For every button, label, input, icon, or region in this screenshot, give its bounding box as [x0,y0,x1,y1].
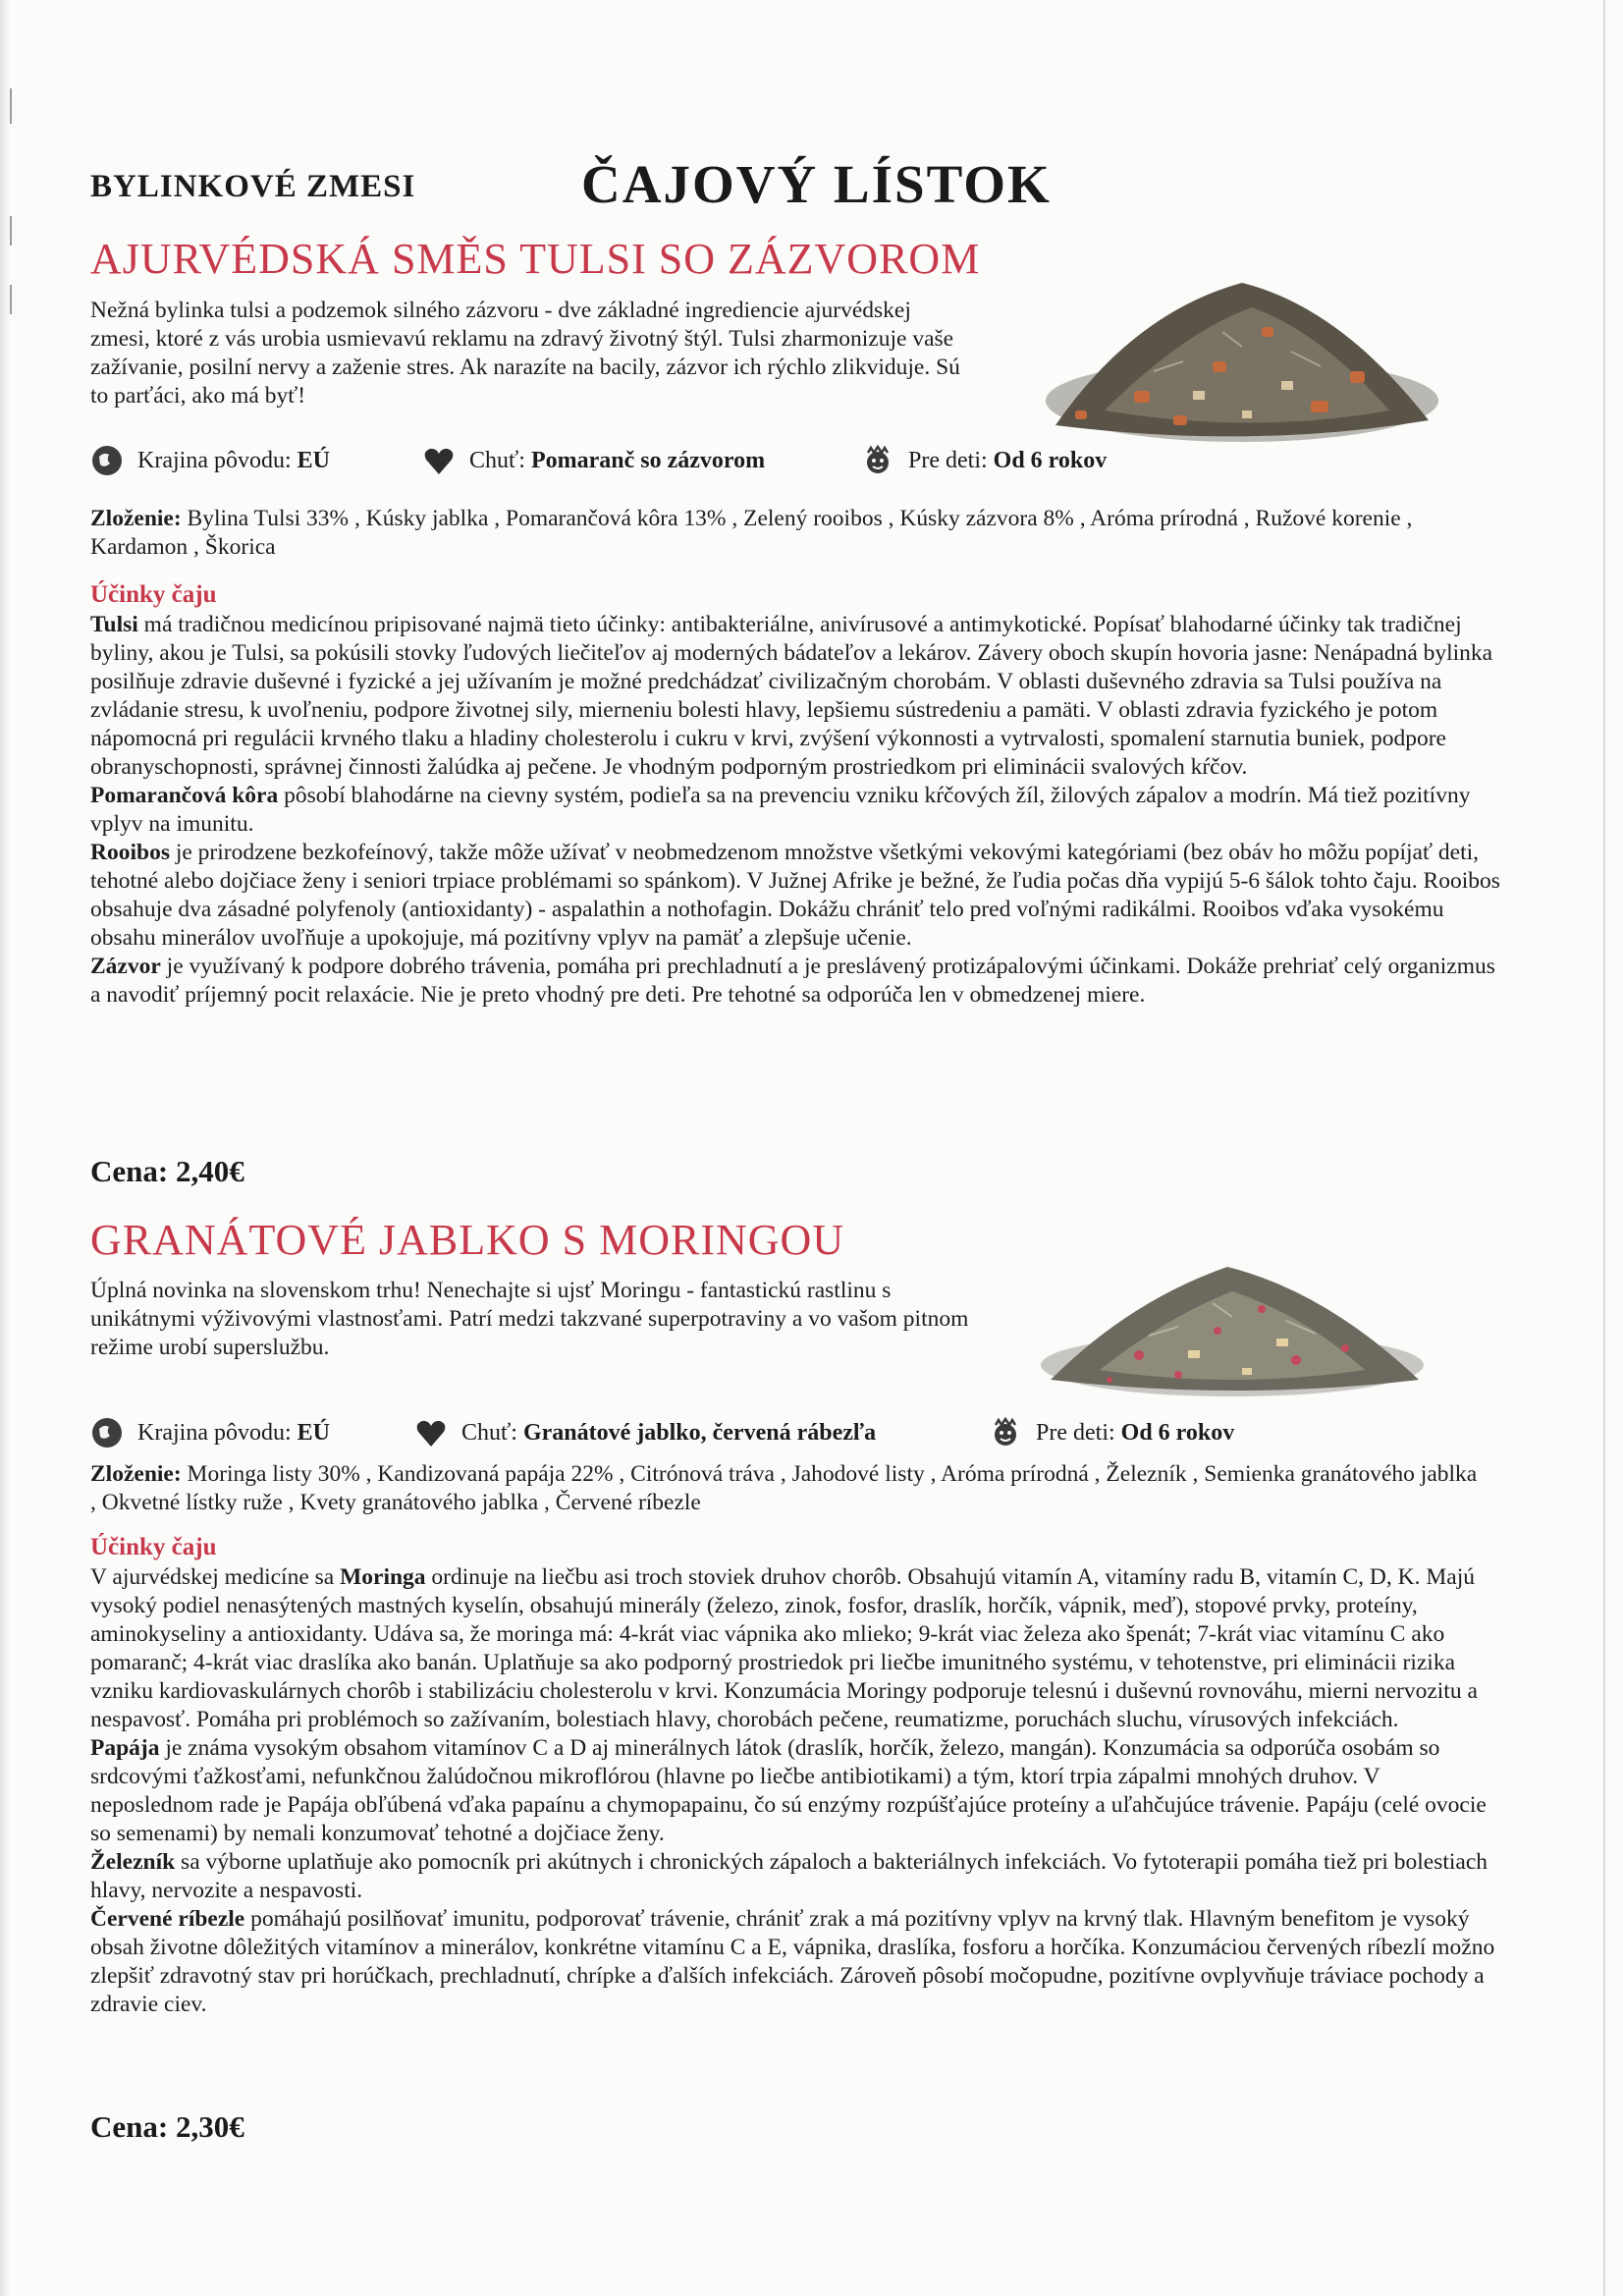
effect-paragraph [90,1905,1504,2019]
effect-term: Papája [90,1735,160,1761]
effects-heading: Účinky čaju [90,1534,217,1560]
taste-info [414,1416,876,1449]
category-heading: BYLINKOVÉ ZMESI [90,169,416,204]
kids-info [989,1416,1234,1449]
effect-desc: pôsobí blahodárne na cievny systém, podieľa sa na prevenciu vzniku kŕčových žíl, žilových zápalov a modrín. Má tiež pozitívny vplyv na imunitu. [90,783,1471,837]
effect-paragraph [90,953,1504,1010]
heart-icon [414,1416,448,1449]
composition-value: Moringa listy 30% , Kandizovaná papája 22% , Citrónová tráva , Jahodové listy , Aróma prírodná , Železník , Semienka granátového jablka , Okvetné lístky ruže , Kvety granátového jablka , Červené ríbezle [90,1461,1478,1515]
effect-term: Zázvor [90,954,161,979]
effect-paragraph [90,1563,1504,1734]
globe-icon [90,1416,124,1449]
effects-text [90,611,1504,1010]
effects-heading: Účinky čaju [90,581,217,608]
kids-value: Od 6 rokov [993,447,1108,473]
tea-title: AJURVÉDSKÁ SMĚS TULSI SO ZÁZVOROM [90,235,981,283]
effect-paragraph [90,1848,1504,1905]
origin-label: Krajina pôvodu: [137,447,292,473]
effect-desc: sa výborne uplatňuje ako pomocník pri akútnych i chronických zápaloch a bakteriálnych infekciách. Vo fytoterapii pomáha tiež pri bolestiach hlavy, nervozite a nespavosti. [90,1849,1488,1903]
child-face-icon [861,444,894,477]
taste-value: Pomaranč so zázvorom [530,447,766,473]
effect-term: Tulsi [90,612,138,637]
composition-label: Zloženie: [90,506,182,531]
effect-term: Červené ríbezle [90,1906,245,1932]
effect-desc: je využívaný k podpore dobrého trávenia, pomáha pri prechladnutí a je preslávený protizápalovými účinkami. Dokáže prehriať celý organizmus a navodiť príjemný pocit relaxácie. Nie je preto vhodný pre deti. Pre tehotné sa odporúča len v obmedzenej miere. [90,954,1495,1008]
tea-leaves-image [1021,1232,1434,1399]
heart-icon [422,444,456,477]
effect-paragraph [90,1734,1504,1848]
scan-edge-right [1603,0,1605,2296]
effect-desc: pomáhajú posilňovať imunitu, podporovať trávenie, chrániť zrak a má pozitívny vplyv na krvný tlak. Hlavným benefitom je vysoký obsah životne dôležitých vitamínov a minerálov, konkrétne vitamínu C a E, vápnika, draslíka, fosforu a horčíka. Konzumáciou červených ríbezlí možno zlepšiť zdravotný stav pri horúčkach, prechladnutí, chrípke a ďalších infekciách. Zároveň pôsobí močopudne, pozitívne ovplyvňuje tráviace pochody a zdravie ciev. [90,1906,1495,2017]
price: Cena: 2,30€ [90,2109,244,2144]
composition-text [90,1460,1485,1517]
origin-value: EÚ [297,1419,330,1446]
effect-paragraph [90,611,1504,782]
tea-intro: Úplná novinka na slovenskom trhu! Nenechajte si ujsť Moringu - fantastickú rastlinu s unikátnymi výživovými vlastnosťami. Patrí medzi takzvané superpotraviny a vo vašom pitnom režime urobí superslužbu. [90,1278,969,1360]
page-header [90,147,1170,226]
composition-value: Bylina Tulsi 33% , Kúsky jablka , Pomarančová kôra 13% , Zelený rooibos , Kúsky zázvora 8% , Aróma prírodná , Ružové korenie , Kardamon , Škorica [90,506,1413,560]
taste-label: Chuť: [469,447,525,473]
effect-term: Železník [90,1849,176,1875]
effect-desc: je známa vysokým obsahom vitamínov C a D aj minerálnych látok (draslík, horčík, železo, mangán). Konzumácia sa odporúča osobám so srdcovými ťažkosťami, nefunkčnou žalúdočnou mikroflórou (hlavne po liečbe antibiotikami) a tým, ktorí trpia zápalmi mnohých druhov. V neposlednom rade je Papája obľúbená vďaka papaínu a chymopapainu, čo sú enzýmy rozpúšťajúce proteíny a uľahčujúce trávenie. Papáju (celé ovocie so semenami) by nemali konzumovať tehotné a dojčiace ženy. [90,1735,1487,1846]
effect-prefix: V ajurvédskej medicíne sa [90,1564,341,1590]
globe-icon [90,444,124,477]
tea-meta-row [90,444,1367,483]
origin-info [90,444,330,477]
scan-edge-left [0,0,10,2296]
kids-value: Od 6 rokov [1120,1419,1235,1446]
effect-paragraph [90,782,1504,839]
scan-mark [10,216,12,246]
effects-text [90,1563,1504,2019]
tea-title: GRANÁTOVÉ JABLKO S MORINGOU [90,1216,845,1264]
effect-paragraph [90,839,1504,953]
kids-label: Pre deti: [908,447,988,473]
effect-desc: je prirodzene bezkofeínový, takže môže užívať v neobmedzenom množstve všetkými vekovými kategóriami (bez obáv ho môžu popíjať deti, tehotné alebo dojčiace ženy i seniori trpiace problémami so spánkom). V Južnej Afrike je bežné, že ľudia počas dňa vypijú 5-6 šálok tohto čaju. Rooibos obsahuje dva zásadné polyfenoly (antioxidanty) - aspalathin a nothofagin. Dokážu chrániť telo pred voľnými radikálmi. Rooibos vďaka vysokému obsahu minerálov uvoľňuje a upokojuje, má pozitívny vplyv na pamäť a zlepšuje učenie. [90,840,1500,951]
taste-label: Chuť: [461,1419,517,1446]
taste-info [422,444,765,477]
effect-term: Rooibos [90,840,170,865]
effect-desc: ordinuje na liečbu asi troch stoviek druhov chorôb. Obsahujú vitamín A, vitamíny radu B, vitamín C, D, K. Majú vysoký podiel nenasýtených mastných kyselín, obsahujú minerály (železo, zinok, fosfor, draslík, horčík, vápnik, meď), stopové prvky, proteíny, aminokyseliny a antioxidanty. Udáva sa, že moringa má: 4-krát viac vápnika ako mlieko; 9-krát viac železa ako špenát; 7-krát viac vitamínu C ako pomaranč; 4-krát viac draslíka ako banán. Uplatňuje sa ako podporný prostriedok pri liečbe imunitného systému, v tehotenstve, pri eliminácii rizika vzniku kardiovaskulárnych chorôb i stabilizáciu cholesterolu v krvi. Konzumácia Moringy podporuje telesnú i duševnú rovnováhu, mierni nervozitu a nespavosť. Pomáha pri problémoch so zažívaním, bolestiach hlavy, chorobách pečene, reumatizme, poruchách sluchu, vírusových infekciách. [90,1564,1478,1732]
composition-text [90,505,1485,562]
effect-term: Pomarančová kôra [90,783,279,808]
price: Cena: 2,40€ [90,1154,244,1188]
scan-mark [10,88,12,124]
taste-value: Granátové jablko, červená rábezľa [522,1419,877,1446]
kids-label: Pre deti: [1036,1419,1115,1446]
scan-mark [10,285,12,314]
tea-intro: Nežná bylinka tulsi a podzemok silného zázvoru - dve základné ingrediencie ajurvédskej zmesi, ktoré z vás urobia usmievavú reklamu na zdravý životný štýl. Tulsi zharmonizuje vaše zažívanie, posilní nervy a zaženie stres. Ak narazíte na bacily, zázvor ich rýchlo zlikviduje. Sú to parťáci, ako má byť! [90,298,960,409]
child-face-icon [989,1416,1022,1449]
tea-leaves-image [1016,253,1438,450]
effect-desc: má tradičnou medicínou pripisované najmä tieto účinky: antibakteriálne, anivírusové a antimykotické. Popísať blahodarné účinky tak tradičnej byliny, akou je Tulsi, sa pokúsili stovky ľudových liečiteľov aj moderných bádateľov a lekárov. Závery oboch skupín hovoria jasne: Nenápadná bylinka posilňuje zdravie duševné i fyzické a jej užívaním je možné predchádzať civilizačným chorobám. V oblasti duševného zdravia sa Tulsi používa na zvládanie stresu, k uvoľneniu, podpore životnej sily, mierneniu bolesti hlavy, lepšiemu sústredeniu a pamäti. V oblasti zdravia fyzického je potom nápomocná pri regulácii krvného tlaku a hladiny cholesterolu i cukru v krvi, zvýšení výkonnosti a vytrvalosti, spomalení starnutia buniek, podpore obranyschopnosti, správnej činnosti žalúdka aj pečene. Je vhodným podporným prostriedkom pri eliminácii svalových kŕčov. [90,612,1493,780]
kids-info [861,444,1107,477]
tea-meta-row [90,1416,1367,1455]
effect-term: Moringa [340,1564,426,1590]
origin-info [90,1416,330,1449]
origin-label: Krajina pôvodu: [137,1419,292,1446]
composition-label: Zloženie: [90,1461,182,1487]
page-title: ČAJOVÝ LÍSTOK [581,154,1052,214]
origin-value: EÚ [297,447,330,473]
